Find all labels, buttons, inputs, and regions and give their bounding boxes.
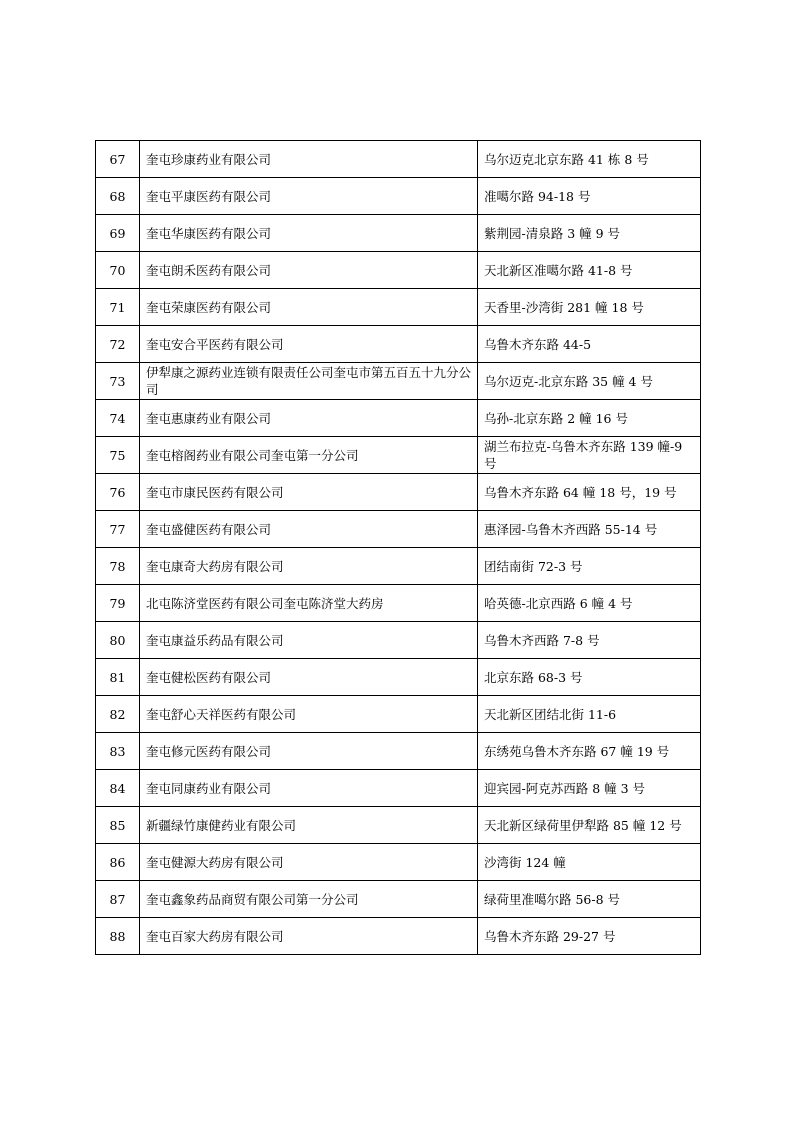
table-row [96,696,701,733]
row-number-cell: 68 [96,178,140,215]
address-cell: 迎宾园-阿克苏西路 8 幢 3 号 [478,770,701,807]
address-cell: 团结南街 72-3 号 [478,548,701,585]
company-name-cell: 奎屯朗禾医药有限公司 [140,252,478,289]
table-row [96,770,701,807]
company-name-cell: 奎屯康奇大药房有限公司 [140,548,478,585]
company-name-cell: 奎屯榕阁药业有限公司奎屯第一分公司 [140,437,478,474]
row-number-cell: 82 [96,696,140,733]
table-row [96,437,701,474]
address-cell: 天香里-沙湾街 281 幢 18 号 [478,289,701,326]
address-cell: 天北新区团结北街 11-6 [478,696,701,733]
row-number-cell: 73 [96,363,140,400]
address-cell: 紫荆园-清泉路 3 幢 9 号 [478,215,701,252]
company-name-cell: 奎屯百家大药房有限公司 [140,918,478,955]
company-name-cell: 奎屯舒心天祥医药有限公司 [140,696,478,733]
table-row [96,733,701,770]
table-row [96,400,701,437]
row-number-cell: 88 [96,918,140,955]
address-cell: 绿荷里准噶尔路 56-8 号 [478,881,701,918]
company-name-cell: 奎屯鑫象药品商贸有限公司第一分公司 [140,881,478,918]
row-number-cell: 67 [96,141,140,178]
table-row [96,807,701,844]
address-cell: 东绣苑乌鲁木齐东路 67 幢 19 号 [478,733,701,770]
address-cell: 北京东路 68-3 号 [478,659,701,696]
address-cell: 乌鲁木齐东路 64 幢 18 号，19 号 [478,474,701,511]
row-number-cell: 72 [96,326,140,363]
row-number-cell: 86 [96,844,140,881]
table-row [96,659,701,696]
row-number-cell: 83 [96,733,140,770]
table-row [96,585,701,622]
address-cell: 天北新区绿荷里伊犁路 85 幢 12 号 [478,807,701,844]
address-cell: 乌鲁木齐西路 7-8 号 [478,622,701,659]
company-name-cell: 北屯陈济堂医药有限公司奎屯陈济堂大药房 [140,585,478,622]
company-name-cell: 奎屯荣康医药有限公司 [140,289,478,326]
address-cell: 哈英德-北京西路 6 幢 4 号 [478,585,701,622]
row-number-cell: 84 [96,770,140,807]
company-name-cell: 伊犁康之源药业连锁有限责任公司奎屯市第五百五十九分公司 [140,363,478,400]
table-row [96,844,701,881]
address-cell: 惠泽园-乌鲁木齐西路 55-14 号 [478,511,701,548]
table-row [96,918,701,955]
company-name-cell: 奎屯盛健医药有限公司 [140,511,478,548]
table-row [96,881,701,918]
row-number-cell: 69 [96,215,140,252]
address-cell: 乌尔迈克-北京东路 35 幢 4 号 [478,363,701,400]
row-number-cell: 80 [96,622,140,659]
company-name-cell: 奎屯修元医药有限公司 [140,733,478,770]
company-name-cell: 奎屯安合平医药有限公司 [140,326,478,363]
pharmacy-table-body [96,141,701,955]
table-row [96,474,701,511]
row-number-cell: 75 [96,437,140,474]
row-number-cell: 76 [96,474,140,511]
company-name-cell: 奎屯平康医药有限公司 [140,178,478,215]
address-cell: 乌鲁木齐东路 29-27 号 [478,918,701,955]
company-name-cell: 奎屯健松医药有限公司 [140,659,478,696]
row-number-cell: 70 [96,252,140,289]
table-row [96,511,701,548]
company-name-cell: 新疆绿竹康健药业有限公司 [140,807,478,844]
address-cell: 沙湾街 124 幢 [478,844,701,881]
row-number-cell: 79 [96,585,140,622]
address-cell: 天北新区准噶尔路 41-8 号 [478,252,701,289]
company-name-cell: 奎屯市康民医药有限公司 [140,474,478,511]
company-name-cell: 奎屯华康医药有限公司 [140,215,478,252]
table-row [96,141,701,178]
company-name-cell: 奎屯康益乐药品有限公司 [140,622,478,659]
table-row [96,289,701,326]
pharmacy-table [95,140,701,955]
row-number-cell: 78 [96,548,140,585]
company-name-cell: 奎屯珍康药业有限公司 [140,141,478,178]
row-number-cell: 87 [96,881,140,918]
row-number-cell: 85 [96,807,140,844]
table-row [96,178,701,215]
table-row [96,363,701,400]
table-row [96,622,701,659]
address-cell: 准噶尔路 94-18 号 [478,178,701,215]
row-number-cell: 74 [96,400,140,437]
table-row [96,548,701,585]
company-name-cell: 奎屯健源大药房有限公司 [140,844,478,881]
address-cell: 湖兰布拉克-乌鲁木齐东路 139 幢-9 号 [478,437,701,474]
row-number-cell: 77 [96,511,140,548]
table-row [96,215,701,252]
table-row [96,326,701,363]
company-name-cell: 奎屯同康药业有限公司 [140,770,478,807]
company-name-cell: 奎屯惠康药业有限公司 [140,400,478,437]
address-cell: 乌鲁木齐东路 44-5 [478,326,701,363]
address-cell: 乌孙-北京东路 2 幢 16 号 [478,400,701,437]
address-cell: 乌尔迈克北京东路 41 栋 8 号 [478,141,701,178]
row-number-cell: 71 [96,289,140,326]
row-number-cell: 81 [96,659,140,696]
table-row [96,252,701,289]
